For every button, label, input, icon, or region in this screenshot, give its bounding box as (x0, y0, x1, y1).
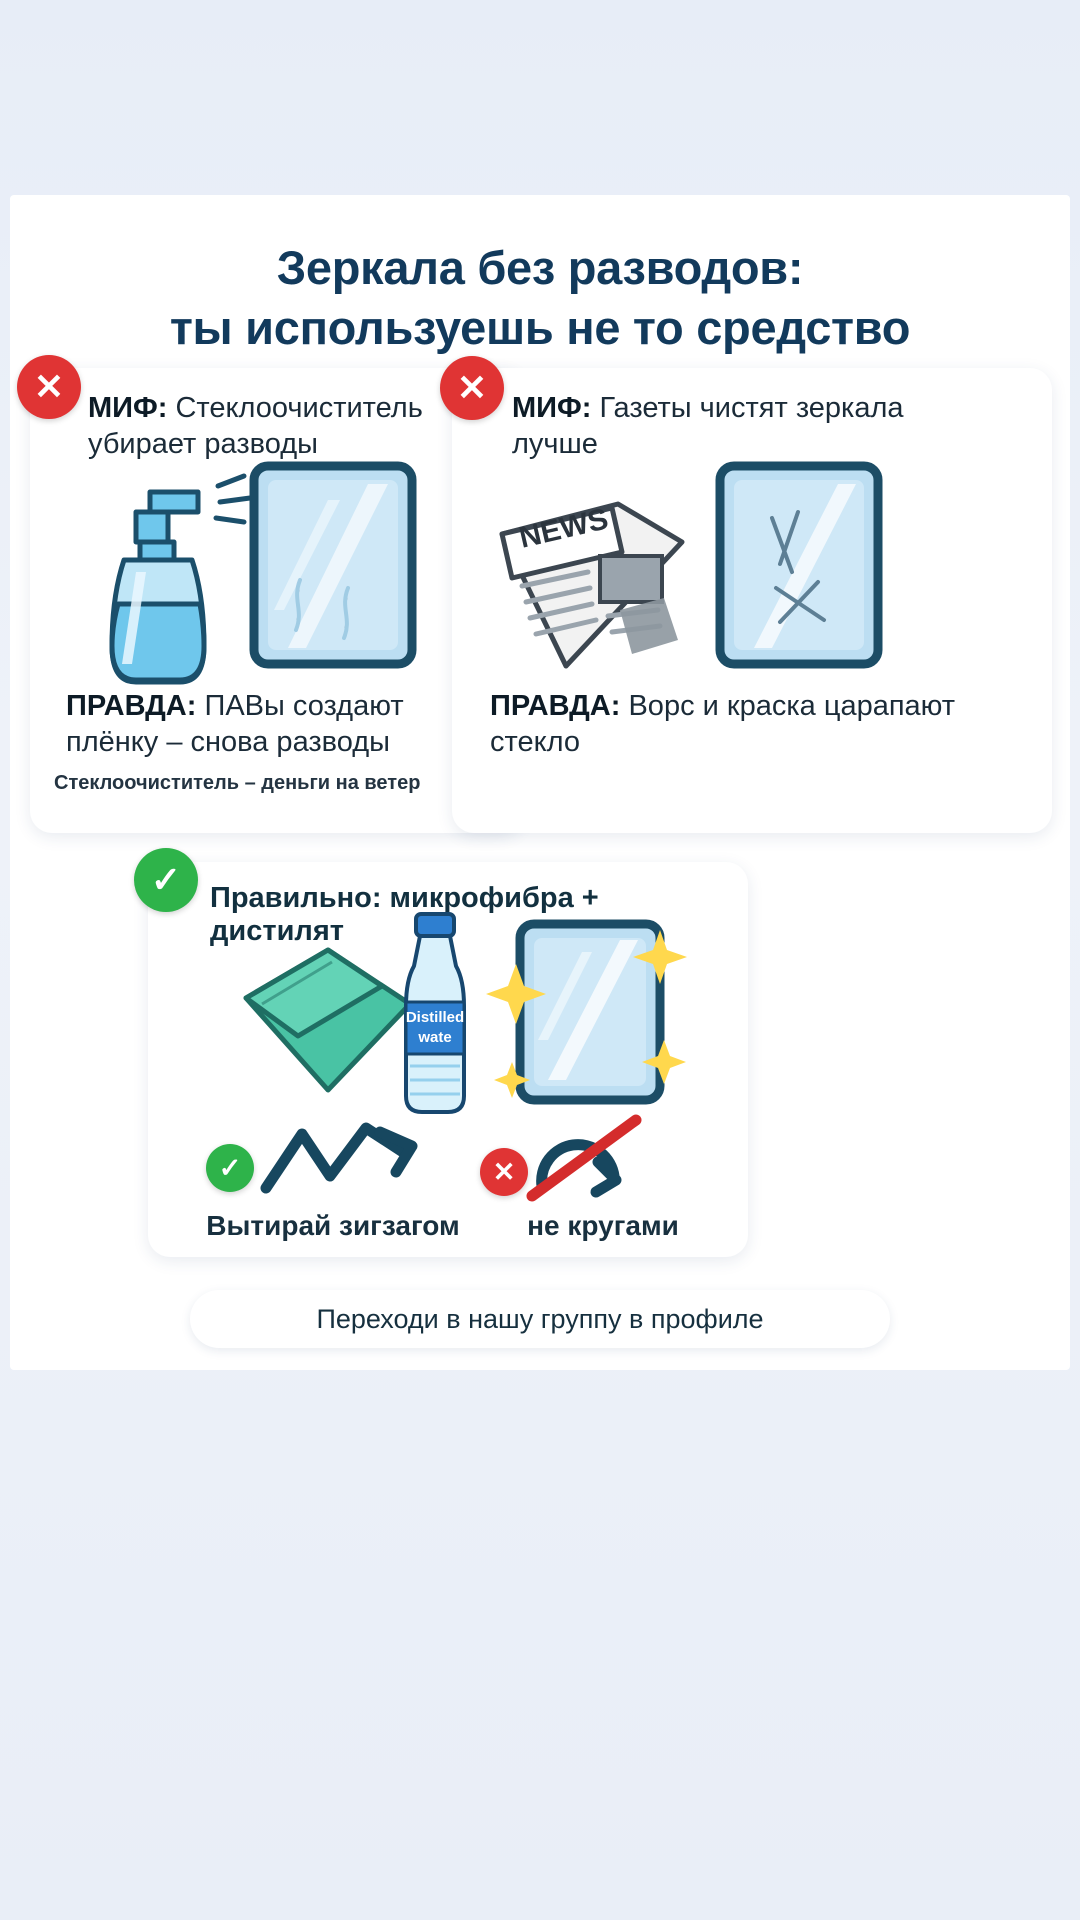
myth-card-2 (452, 368, 1052, 833)
truth-body-2: Ворс и краска царапают стекло (490, 690, 956, 759)
page-title (0, 238, 1080, 358)
check-icon (134, 848, 198, 912)
truth-text-1 (66, 688, 496, 761)
do-check-glyph: ✓ (218, 1152, 242, 1183)
footnote-1: Стеклоочиститель – деньги на ветер (54, 772, 421, 794)
spray-bottle-icon (58, 468, 278, 698)
title-line-1: Зеркала без разводов: (276, 241, 804, 294)
check-glyph: ✓ (150, 859, 182, 900)
myth-card-1 (30, 368, 522, 833)
cross-glyph: ✕ (456, 367, 488, 408)
distilled-water-bottle-icon (376, 910, 494, 1125)
truth-body-1: ПАВы создают плёнку – снова разводы (66, 690, 404, 759)
clean-mirror-icon (478, 912, 698, 1122)
cross-icon (440, 356, 504, 420)
mirror-icon-2 (714, 460, 884, 670)
correct-heading: Правильно: микрофибра + дистилят (210, 882, 599, 947)
myth-body-2: Газеты чистят зеркала лучше (512, 392, 904, 461)
title-line-2: ты используешь не то средство (169, 301, 911, 355)
mirror-icon-1 (248, 460, 418, 670)
cross-glyph: ✕ (33, 366, 65, 407)
cross-icon (17, 355, 81, 419)
circle-arrow-crossed-icon (516, 1114, 656, 1204)
dont-caption: не кругами (527, 1210, 679, 1241)
do-caption: Вытирай зигзагом (206, 1210, 460, 1241)
dont-cross-icon (480, 1148, 528, 1196)
truth-label-2: ПРАВДА: (490, 690, 621, 722)
zigzag-arrow-icon (256, 1120, 436, 1200)
correct-card (148, 859, 748, 1257)
bottle-label-line1: Distilled (405, 1009, 465, 1026)
myth-text-2 (512, 390, 992, 463)
dont-cross-glyph: ✕ (492, 1156, 516, 1187)
myth-label-1: МИФ: (88, 392, 168, 424)
newspaper-icon (492, 490, 692, 680)
myth-body-1: Стеклоочиститель убирает разводы (88, 392, 423, 461)
cta-button[interactable] (190, 1290, 890, 1348)
bottle-label-line2: wate (418, 1029, 452, 1046)
myth-label-2: МИФ: (512, 392, 592, 424)
do-check-icon (206, 1144, 254, 1192)
cta-label: Переходи в нашу группу в профиле (316, 1303, 764, 1334)
truth-text-2 (490, 688, 1020, 761)
truth-label-1: ПРАВДА: (66, 690, 197, 722)
newspaper-masthead: NEWS (516, 502, 612, 555)
